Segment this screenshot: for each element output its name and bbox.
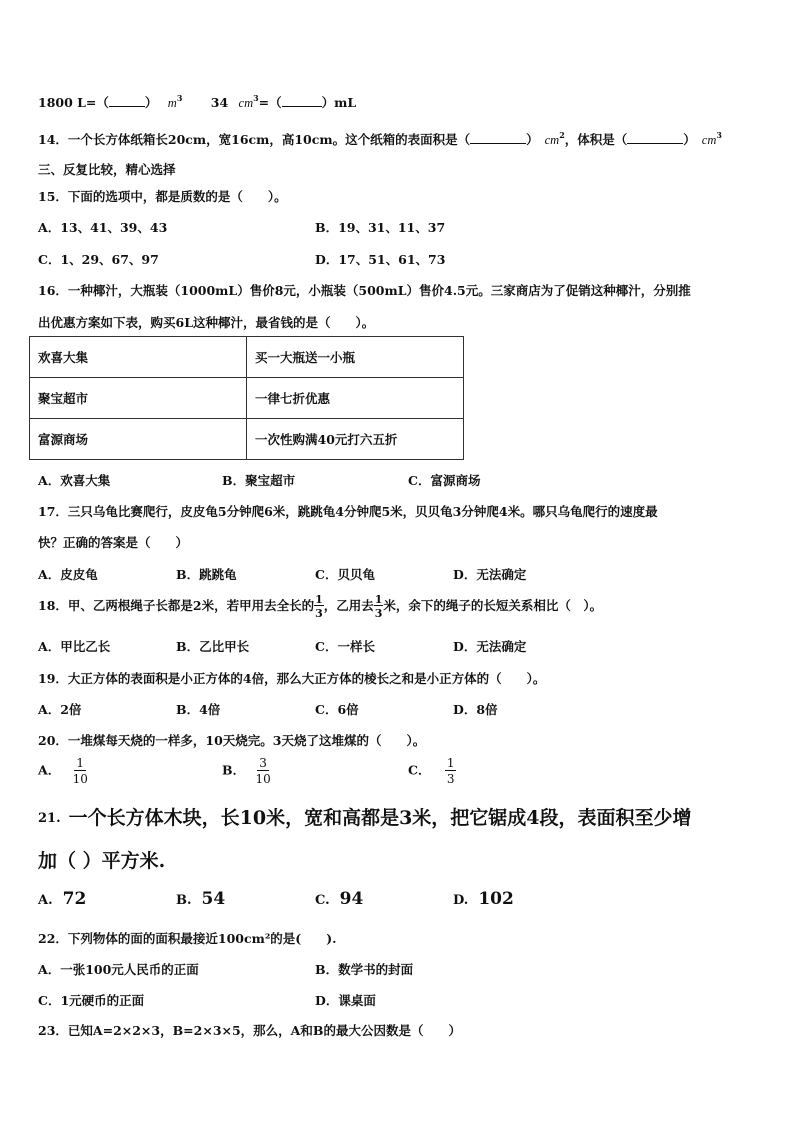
q15-option-d[interactable]: D．17、51、61、73 (315, 252, 446, 267)
q14-mid: ，体积是（ (564, 132, 628, 147)
q14-close2: ） (683, 132, 696, 147)
q15-option-a[interactable]: A．13、41、39、43 (38, 220, 168, 235)
q18-fraction-1 (314, 594, 324, 619)
question-23: 23．已知A=2×2×3，B=2×3×5，那么，A和B的最大公因数是（ ） (38, 1023, 461, 1038)
question-18 (38, 594, 602, 619)
option-label: D. (453, 893, 469, 908)
fraction-numerator: 3 (259, 756, 267, 770)
q16-option-c[interactable]: C．富源商场 (408, 473, 481, 488)
q18-option-b[interactable]: B．乙比甲长 (176, 639, 250, 654)
q20-option-c-fraction (445, 757, 457, 785)
fraction-numerator: 1 (76, 756, 85, 770)
store-name: 欢喜大集 (30, 337, 247, 378)
q22-option-d[interactable]: D．课桌面 (315, 993, 376, 1008)
question-21-line2: 加（ ）平方米. (38, 850, 166, 872)
q22-option-a[interactable]: A．一张100元人民币的正面 (38, 962, 199, 977)
unit-cm: cm (238, 96, 254, 110)
store-offer: 买一大瓶送一小瓶 (247, 337, 464, 378)
q15-option-b[interactable]: B．19、31、11、37 (315, 220, 446, 235)
q21-option-c[interactable] (315, 889, 363, 909)
conversion-b-suffix: ）mL (321, 95, 357, 110)
q17-option-a[interactable]: A．皮皮龟 (38, 567, 98, 582)
conversion-b-prefix: 34 (210, 95, 229, 110)
question-22: 22．下列物体的面的面积最接近100cm²的是( ). (38, 931, 337, 946)
q17-option-b[interactable]: B．跳跳龟 (176, 567, 237, 582)
question-19: 19．大正方体的表面积是小正方体的4倍，那么大正方体的棱长之和是小正方体的（ ）。 (38, 671, 546, 686)
option-value: 94 (339, 889, 364, 909)
q15-option-c[interactable]: C．1、29、67、97 (38, 252, 159, 267)
q14-close1: ） (526, 132, 539, 147)
unit-cm-exponent: 3 (253, 93, 259, 103)
q21-number: 21. (38, 811, 61, 826)
table-row (30, 337, 464, 378)
question-16-line1: 16．一种椰汁，大瓶装（1000mL）售价8元，小瓶装（500mL）售价4.5元。三家商店为了促销这种椰汁，分别推 (38, 283, 691, 298)
q20-option-a[interactable] (38, 757, 88, 785)
q22-option-c[interactable]: C．1元硬币的正面 (38, 993, 145, 1008)
q19-option-a[interactable]: A．2倍 (38, 702, 82, 717)
unit-m: m (167, 96, 177, 110)
conversion-b-eq: =（ (258, 95, 282, 110)
q18-part1: 18．甲、乙两根绳子长都是2米，若甲用去全长的 (38, 598, 315, 613)
q21-option-d[interactable] (453, 889, 514, 909)
q19-option-d[interactable]: D．8倍 (453, 702, 498, 717)
q14-area-blank[interactable] (470, 143, 526, 144)
q18-fraction-2 (374, 594, 384, 619)
q18-option-c[interactable]: C．一样长 (315, 639, 375, 654)
option-value: 54 (201, 889, 226, 909)
fraction-numerator: 1 (374, 593, 383, 606)
fraction-denominator: 3 (446, 772, 455, 786)
q20-option-c[interactable] (408, 757, 456, 785)
option-label: C. (315, 893, 330, 908)
store-offer: 一律七折优惠 (247, 378, 464, 419)
option-label: B． (222, 762, 246, 778)
store-name: 富源商场 (30, 419, 247, 460)
question-17-line1: 17．三只乌龟比赛爬行，皮皮龟5分钟爬6米，跳跳龟4分钟爬5米，贝贝龟3分钟爬4米。哪只乌龟爬行的速度最 (38, 504, 658, 519)
q14-volume-blank[interactable] (627, 143, 683, 144)
promotion-table (29, 336, 464, 460)
q14-unit1-exp: 2 (559, 130, 565, 140)
q21-option-b[interactable] (176, 889, 225, 909)
q19-option-c[interactable]: C．6倍 (315, 702, 359, 717)
question-14 (38, 130, 722, 148)
q14-text: 14．一个长方体纸箱长20cm，宽16cm，高10cm。这个纸箱的表面积是（ (38, 132, 471, 147)
q21-option-a[interactable] (38, 889, 86, 909)
option-label: A． (38, 762, 61, 778)
answer-blank-m3[interactable] (109, 106, 145, 107)
store-offer: 一次性购满40元打六五折 (247, 419, 464, 460)
option-label: A. (38, 893, 53, 908)
conversion-a-suffix: ） (144, 95, 158, 110)
option-value: 72 (62, 889, 87, 909)
fraction-denominator: 10 (255, 772, 271, 786)
q20-option-b[interactable] (222, 757, 271, 785)
section-3-heading: 三、反复比较，精心选择 (38, 162, 176, 177)
q20-option-b-fraction (255, 757, 270, 785)
question-17-line2: 快？正确的答案是（ ） (38, 535, 189, 550)
q20-option-a-fraction (73, 757, 88, 785)
fraction-numerator: 1 (315, 593, 323, 606)
option-label: B. (176, 893, 192, 908)
question-20: 20．一堆煤每天烧的一样多，10天烧完。3天烧了这堆煤的（ ）。 (38, 733, 426, 748)
unit-m-exponent: 3 (176, 93, 183, 103)
q21-line1-text: 一个长方体木块，长10米，宽和高都是3米，把它锯成4段，表面积至少增 (68, 807, 692, 829)
q14-unit2-exp: 3 (716, 130, 722, 140)
conversion-a-prefix: 1800 L=（ (38, 95, 109, 110)
q16-option-b[interactable]: B．聚宝超市 (222, 473, 296, 488)
q18-option-d[interactable]: D．无法确定 (453, 639, 527, 654)
question-21-line1 (38, 803, 692, 830)
q22-option-b[interactable]: B．数学书的封面 (315, 962, 414, 977)
q18-part3: 米，余下的绳子的长短关系相比（ ）。 (383, 598, 603, 613)
units-conversion-line (38, 93, 356, 111)
fraction-denominator: 3 (315, 607, 323, 620)
answer-blank-ml[interactable] (282, 106, 322, 107)
fraction-denominator: 10 (72, 772, 88, 786)
q19-option-b[interactable]: B．4倍 (176, 702, 221, 717)
q14-unit1: cm (544, 133, 560, 147)
question-16-line2: 出优惠方案如下表，购买6L这种椰汁，最省钱的是（ ）。 (38, 315, 375, 330)
q14-unit2: cm (701, 133, 717, 147)
q16-option-a[interactable]: A．欢喜大集 (38, 473, 111, 488)
q18-option-a[interactable]: A．甲比乙长 (38, 639, 111, 654)
option-label: C． (408, 762, 431, 778)
table-row (30, 378, 464, 419)
fraction-numerator: 1 (446, 756, 455, 770)
store-name: 聚宝超市 (30, 378, 247, 419)
fraction-denominator: 3 (374, 607, 383, 620)
question-15: 15．下面的选项中，都是质数的是（ ）。 (38, 189, 287, 204)
q18-part2: ，乙用去 (323, 598, 374, 613)
q17-option-d[interactable]: D．无法确定 (453, 567, 527, 582)
option-value: 102 (478, 889, 514, 909)
q17-option-c[interactable]: C．贝贝龟 (315, 567, 375, 582)
table-row (30, 419, 464, 460)
